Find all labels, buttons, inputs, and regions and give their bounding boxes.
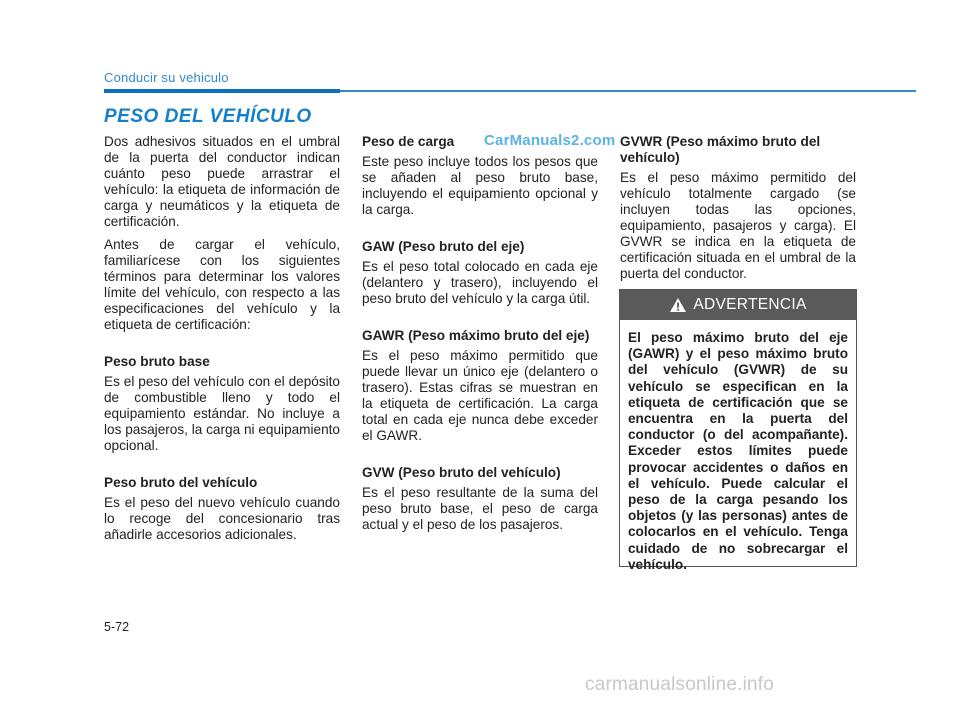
heading-peso-carga: Peso de carga xyxy=(362,134,455,149)
warning-text: El peso máximo bruto del eje (GAWR) y el peso máximo bruto del vehículo (GVWR) de su vehículo se especifican en la etiqueta de certificación que se encuentra en la puerta del conductor (o del acompañante). Exceder estos límites puede provocar accidentes o daños en el vehículo. Puede calcular el peso de la carga pesando los objetos (y las personas) antes de colocarlos en el vehículo. Tenga cuidado de no sobrecargar el vehículo. xyxy=(628,330,848,572)
paragraph-gaw: Es el peso total colocado en cada eje (delantero y trasero), incluyendo el peso bruto del vehículo y la carga útil. xyxy=(362,259,598,306)
paragraph-gawr: Es el peso máximo permitido que puede llevar un único eje (delantero o trasero). Estas cifras se muestran en la etiqueta de certificación. La carga total en cada eje nunca debe exceder el GAWR. xyxy=(362,348,598,443)
heading-gaw: GAW (Peso bruto del eje) xyxy=(362,239,525,254)
column-3 xyxy=(620,134,856,289)
paragraph-peso-bruto-base: Es el peso del vehículo con el depósito de combustible lleno y todo el equipamiento estándar. No incluye a los pasajeros, la carga ni equipamiento opcional. xyxy=(104,374,340,453)
page-number: 5-72 xyxy=(104,620,130,634)
column-2 xyxy=(362,134,598,540)
heading-gawr: GAWR (Peso máximo bruto del eje) xyxy=(362,328,590,343)
paragraph-gvwr: Es el peso máximo permitido del vehículo totalmente cargado (se incluyen todas las opciones, equipamiento, pasajeros y carga). El GVWR se indica en la etiqueta de certificación situada en el umbral de la puerta del conductor. xyxy=(620,170,856,281)
paragraph-peso-carga: Este peso incluye todos los pesos que se añaden al peso bruto base, incluyendo el equipamiento opcional y la carga. xyxy=(362,154,598,217)
paragraph-peso-bruto-vehiculo: Es el peso del nuevo vehículo cuando lo recoge del concesionario tras añadirle accesorios adicionales. xyxy=(104,495,340,542)
watermark-bottom: carmanualsonline.info xyxy=(585,674,775,695)
intro-paragraph: Dos adhesivos situados en el umbral de la puerta del conductor indican cuánto peso puede arrastrar el vehículo: la etiqueta de información de carga y neumáticos y la etiqueta de certificación. xyxy=(104,134,340,229)
header-rule-accent xyxy=(104,89,340,93)
section-header: Conducir su vehiculo xyxy=(104,70,229,85)
watermark-top: CarManuals2.com xyxy=(484,132,616,149)
heading-peso-bruto-base: Peso bruto base xyxy=(104,354,210,369)
warning-header xyxy=(620,290,856,320)
page-title: PESO DEL VEHÍCULO xyxy=(104,106,312,127)
warning-box xyxy=(619,289,857,572)
heading-gvwr: GVWR (Peso máximo bruto del vehículo) xyxy=(620,134,821,165)
warning-label: ADVERTENCIA xyxy=(693,296,807,313)
paragraph-gvw: Es el peso resultante de la suma del peso bruto base, el peso de carga actual y el peso de los pasajeros. xyxy=(362,485,598,532)
heading-peso-bruto-vehiculo: Peso bruto del vehículo xyxy=(104,475,258,490)
terms-paragraph: Antes de cargar el vehículo, familiarícese con los siguientes términos para determinar los valores límite del vehículo, con respecto a las especificaciones del vehículo y la etiqueta de certificación: xyxy=(104,237,340,332)
heading-gvw: GVW (Peso bruto del vehículo) xyxy=(362,465,561,480)
warning-triangle-icon xyxy=(669,297,687,313)
column-1 xyxy=(104,134,340,550)
